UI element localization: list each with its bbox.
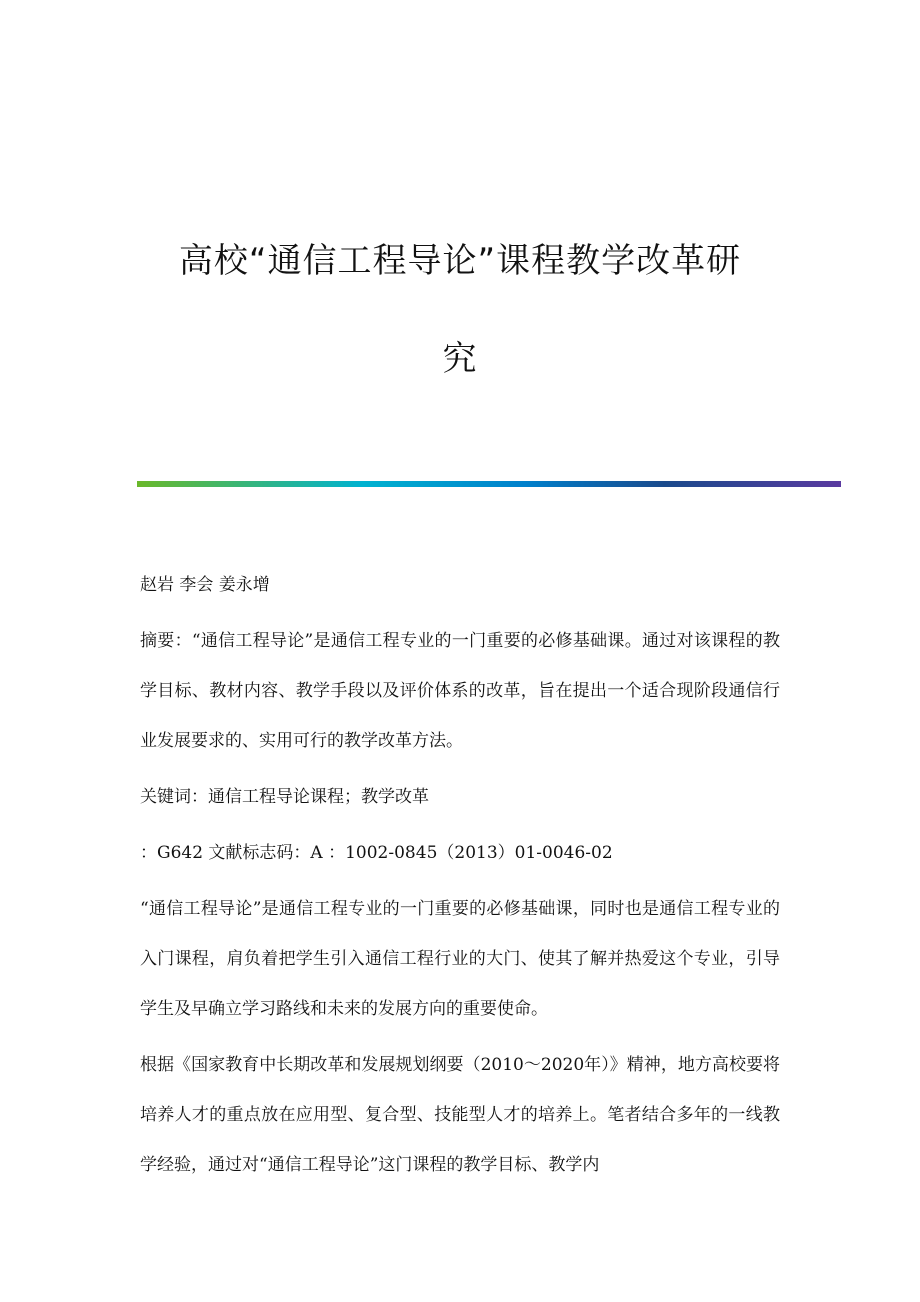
title-line-2: 究	[442, 339, 478, 379]
paragraph: 根据《国家教育中长期改革和发展规划纲要（2010～2020年）》精神，地方高校要将培养人才的重点放在应用型、复合型、技能型人才的培养上。笔者结合多年的一线教学经验，通过对“通信工程导论”这门课程的教学目标、教学内	[140, 1055, 780, 1175]
abstract: 摘要：“通信工程导论”是通信工程专业的一门重要的必修基础课。通过对该课程的教学目标、教材内容、教学手段以及评价体系的改革，旨在提出一个适合现阶段通信行业发展要求的、实用可行的教学改革方法。	[140, 631, 780, 751]
authors: 赵岩 李会 姜永增	[140, 575, 270, 595]
title-line-1: 高校“通信工程导论”课程教学改革研	[178, 241, 742, 281]
document-title	[0, 212, 920, 408]
keywords: 关键词：通信工程导论课程；教学改革	[140, 787, 429, 807]
gradient-divider	[137, 481, 841, 487]
classification-code: ：G642 文献标志码：A ：1002-0845（2013）01-0046-02	[140, 843, 613, 863]
paragraph: “通信工程导论”是通信工程专业的一门重要的必修基础课，同时也是通信工程专业的入门课程，肩负着把学生引入通信工程行业的大门、使其了解并热爱这个专业，引导学生及早确立学习路线和未来的发展方向的重要使命。	[140, 899, 780, 1019]
document-body	[140, 560, 780, 1196]
